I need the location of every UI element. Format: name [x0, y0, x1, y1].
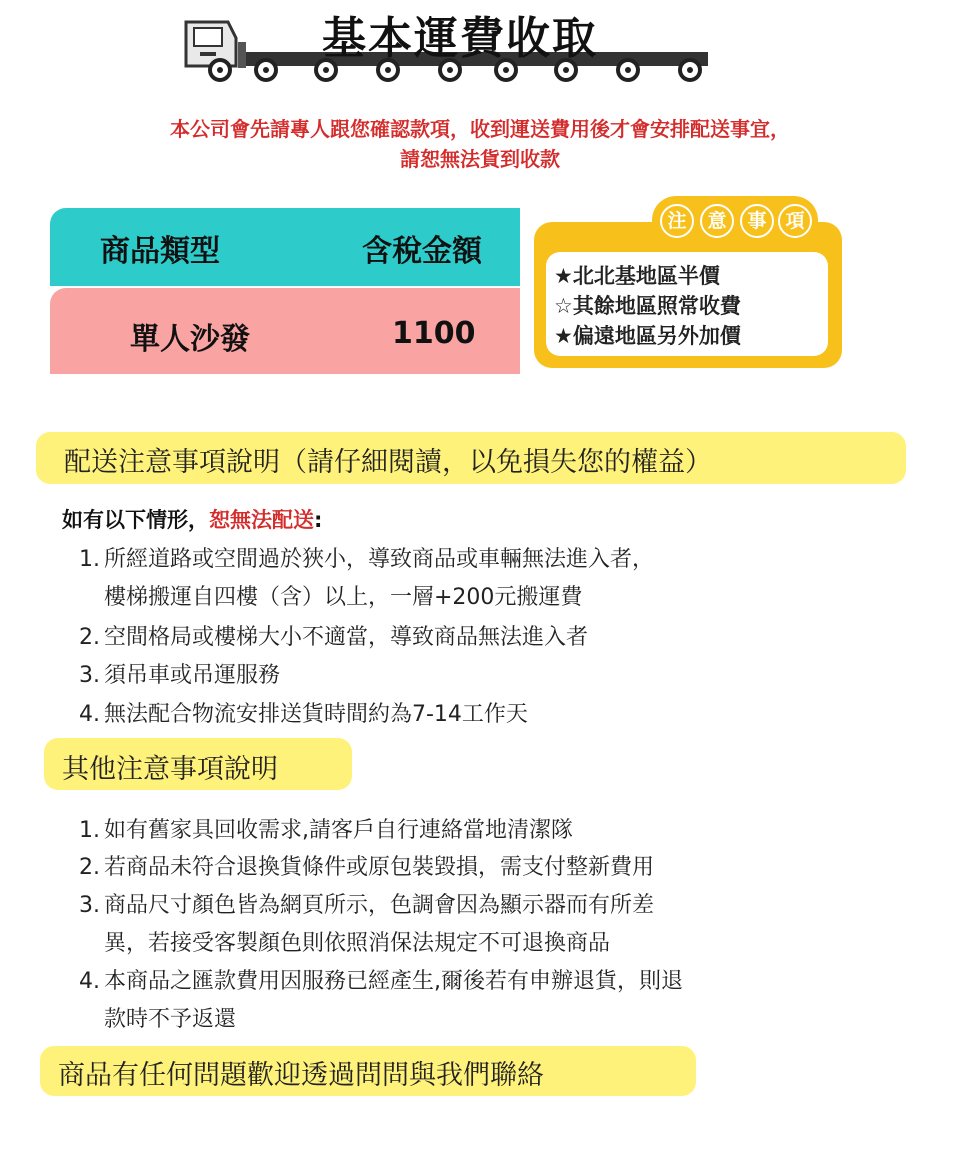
list-item: 3. 須吊車或吊運服務 — [79, 663, 281, 688]
notes-content — [546, 252, 828, 356]
note-item: ★偏遠地區另外加價 — [554, 324, 741, 348]
column-price: 含稅金額 — [362, 234, 482, 269]
list-item: 異，若接受客製顏色則依照消保法規定不可退換商品 — [104, 931, 611, 956]
list-item: 4. 無法配合物流安排送貨時間約為7-14工作天 — [79, 702, 528, 727]
price-table-header — [50, 208, 520, 286]
contact-text: 商品有任何問題歡迎透過問問與我們聯絡 — [58, 1060, 544, 1091]
section-heading: 配送注意事項說明（請仔細閱讀，以免損失您的權益） — [64, 447, 712, 478]
notice-line-2: 請恕無法貨到收款 — [400, 147, 560, 171]
payment-notice — [0, 114, 960, 174]
section-heading: 其他注意事項說明 — [62, 754, 278, 785]
list-item: 2. 若商品未符合退換貨條件或原包裝毀損，需支付整新費用 — [79, 855, 655, 880]
intro-prefix: 如有以下情形， — [62, 508, 209, 532]
delivery-intro — [62, 504, 322, 534]
list-item: 1. 所經道路或空間過於狹小，導致商品或車輛無法進入者， — [79, 547, 655, 572]
delivery-notes-banner — [36, 432, 906, 484]
price-table-row — [50, 288, 520, 374]
notes-tag-char: 注 — [660, 204, 694, 238]
list-item: 1. 如有舊家具回收需求,請客戶自行連絡當地清潔隊 — [79, 818, 573, 843]
page-title: 基本運費收取 — [322, 13, 598, 64]
notice-line-1: 本公司會先請專人跟您確認款項，收到運送費用後才會安排配送事宜， — [170, 117, 790, 141]
list-item: 4. 本商品之匯款費用因服務已經產生,爾後若有申辦退貨，則退 — [79, 969, 683, 994]
column-product-type: 商品類型 — [100, 234, 220, 269]
notes-tag-char: 意 — [700, 204, 734, 238]
other-notes-banner — [44, 738, 352, 790]
notes-tag-char: 項 — [778, 204, 812, 238]
notes-tag-char: 事 — [740, 204, 774, 238]
list-item: 3. 商品尺寸顏色皆為網頁所示，色調會因為顯示器而有所差 — [79, 893, 655, 918]
note-item: ★北北基地區半價 — [554, 264, 720, 288]
contact-banner — [40, 1046, 696, 1096]
note-item: ☆其餘地區照常收費 — [554, 294, 741, 318]
list-item: 樓梯搬運自四樓（含）以上，一層+200元搬運費 — [104, 585, 583, 610]
product-price: 1100 — [392, 316, 476, 351]
list-item: 2. 空間格局或樓梯大小不適當，導致商品無法進入者 — [79, 625, 589, 650]
product-name: 單人沙發 — [130, 322, 250, 357]
intro-highlight: 恕無法配送 — [209, 508, 314, 532]
intro-suffix: : — [314, 508, 323, 532]
list-item: 款時不予返還 — [104, 1007, 237, 1032]
notes-tag — [652, 196, 818, 246]
